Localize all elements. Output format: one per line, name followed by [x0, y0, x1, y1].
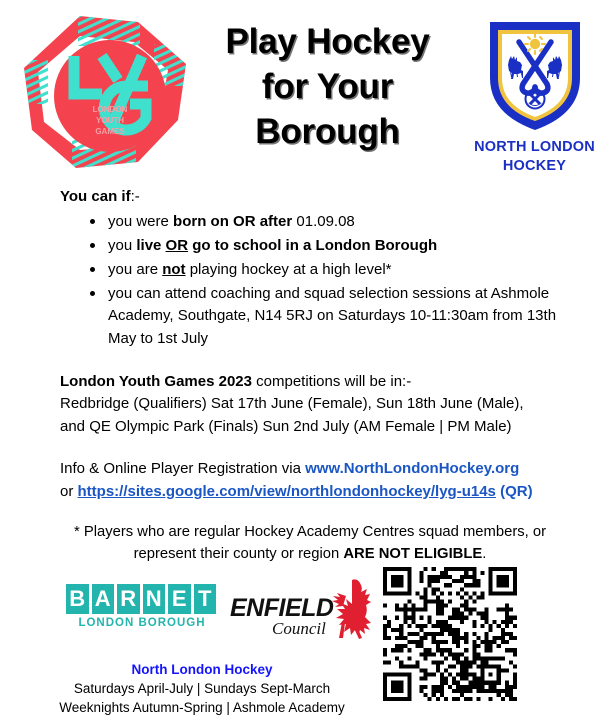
- criteria-2-b2: go to school in a London Borough: [188, 237, 438, 255]
- enfield-council-word: Council: [272, 619, 326, 638]
- crest-name: [462, 138, 607, 176]
- criteria-1-c: 01.09.08: [292, 213, 355, 231]
- poster-body: [60, 186, 560, 565]
- registration-or: or: [60, 482, 78, 500]
- poster-title-line-2: for Your: [261, 66, 394, 106]
- spacer: [60, 439, 560, 458]
- registration-line-1: [60, 458, 560, 481]
- footer-club-name: North London Hockey: [131, 662, 273, 677]
- criteria-3-c: playing hockey at a high level*: [185, 261, 392, 279]
- spacer: [60, 352, 560, 371]
- barnet-letter: T: [194, 584, 217, 614]
- qr-code-svg: [383, 567, 517, 701]
- competitions-line-2: Redbridge (Qualifiers) Sat 17th June (Female), Sun 18th June (Male),: [60, 395, 524, 413]
- lyg-word-london: LONDON: [92, 105, 128, 114]
- partner-logos: [62, 572, 372, 644]
- enfield-beast-icon: [322, 578, 376, 646]
- footnote-bold: ARE NOT ELIGIBLE: [343, 545, 483, 562]
- criteria-3-a: you are: [108, 261, 163, 279]
- footnote-part-1: * Players who are regular Hockey Academy Centres squad members, or represent their county or region: [73, 523, 547, 562]
- lyg-word-youth: YOUTH: [96, 116, 124, 125]
- criteria-2-a: you: [108, 237, 137, 255]
- eligibility-list: [60, 211, 560, 349]
- barnet-letter: B: [66, 584, 89, 614]
- north-london-hockey-crest-block: [462, 16, 607, 176]
- poster-title-line-3: Borough: [255, 111, 400, 151]
- competitions-title: London Youth Games 2023: [60, 372, 252, 390]
- criteria-4-a: you can attend coaching and squad selection sessions at Ashmole Academy, Southgate, N14 5RJ on Saturdays 10-11:30am from 13th May to 1st July: [108, 285, 557, 347]
- poster-title-line-1: Play Hockey: [225, 22, 430, 61]
- competitions-line-3: and QE Olympic Park (Finals) Sun 2nd July (AM Female | PM Male): [60, 418, 512, 436]
- enfield-wordmark: ENFIELD: [230, 594, 334, 622]
- website-link[interactable]: www.NorthLondonHockey.org: [305, 459, 520, 477]
- barnet-letter: N: [143, 584, 166, 614]
- qr-code: [383, 567, 517, 701]
- eligibility-lead-rest: :-: [130, 188, 140, 205]
- barnet-letter: E: [168, 584, 191, 614]
- lyg-logo-svg: [18, 12, 193, 172]
- hockey-crest-icon: [484, 16, 586, 134]
- eligibility-footnote: [60, 521, 560, 565]
- criteria-2-u: OR: [165, 237, 189, 255]
- eligibility-lead: [60, 186, 560, 207]
- registration-prefix: Info & Online Player Registration via: [60, 459, 306, 477]
- barnet-letter: R: [117, 584, 140, 614]
- list-item: [86, 259, 560, 281]
- eligibility-lead-bold: You can if: [60, 188, 131, 205]
- london-youth-games-logo: [18, 12, 193, 172]
- lyg-word-games: GAMES: [95, 127, 125, 136]
- spacer: [60, 504, 560, 521]
- criteria-1-b: born on OR after: [173, 213, 293, 231]
- footer-line-1: Saturdays April-July | Sundays Sept-March: [73, 681, 331, 697]
- poster-footer: [52, 660, 352, 717]
- criteria-2-b: live: [136, 237, 166, 255]
- crest-name-line-2: HOCKEY: [502, 157, 567, 174]
- registration-line-2: [60, 481, 560, 504]
- poster-title: [185, 20, 470, 154]
- list-item: [86, 283, 560, 349]
- barnet-letter: A: [92, 584, 115, 614]
- list-item: [86, 211, 560, 233]
- footer-line-2: Weeknights Autumn-Spring | Ashmole Academy: [59, 700, 345, 716]
- barnet-council-logo: [66, 584, 216, 629]
- list-item: [86, 235, 560, 257]
- competitions-line-1-rest: competitions will be in:-: [251, 372, 412, 390]
- criteria-3-u: not: [162, 261, 186, 279]
- enfield-council-logo: [230, 578, 375, 646]
- barnet-subtitle: LONDON BOROUGH: [78, 617, 206, 629]
- footnote-part-2: .: [482, 545, 487, 562]
- google-sites-link[interactable]: https://sites.google.com/view/northlondonhockey/lyg-u14s: [77, 482, 496, 500]
- competitions-line-1: [60, 371, 560, 394]
- criteria-1-a: you were: [108, 213, 174, 231]
- poster-header: [0, 0, 611, 178]
- crest-name-line-1: NORTH LONDON: [474, 139, 595, 155]
- barnet-letters: [66, 584, 216, 614]
- qr-label: (QR): [495, 482, 533, 500]
